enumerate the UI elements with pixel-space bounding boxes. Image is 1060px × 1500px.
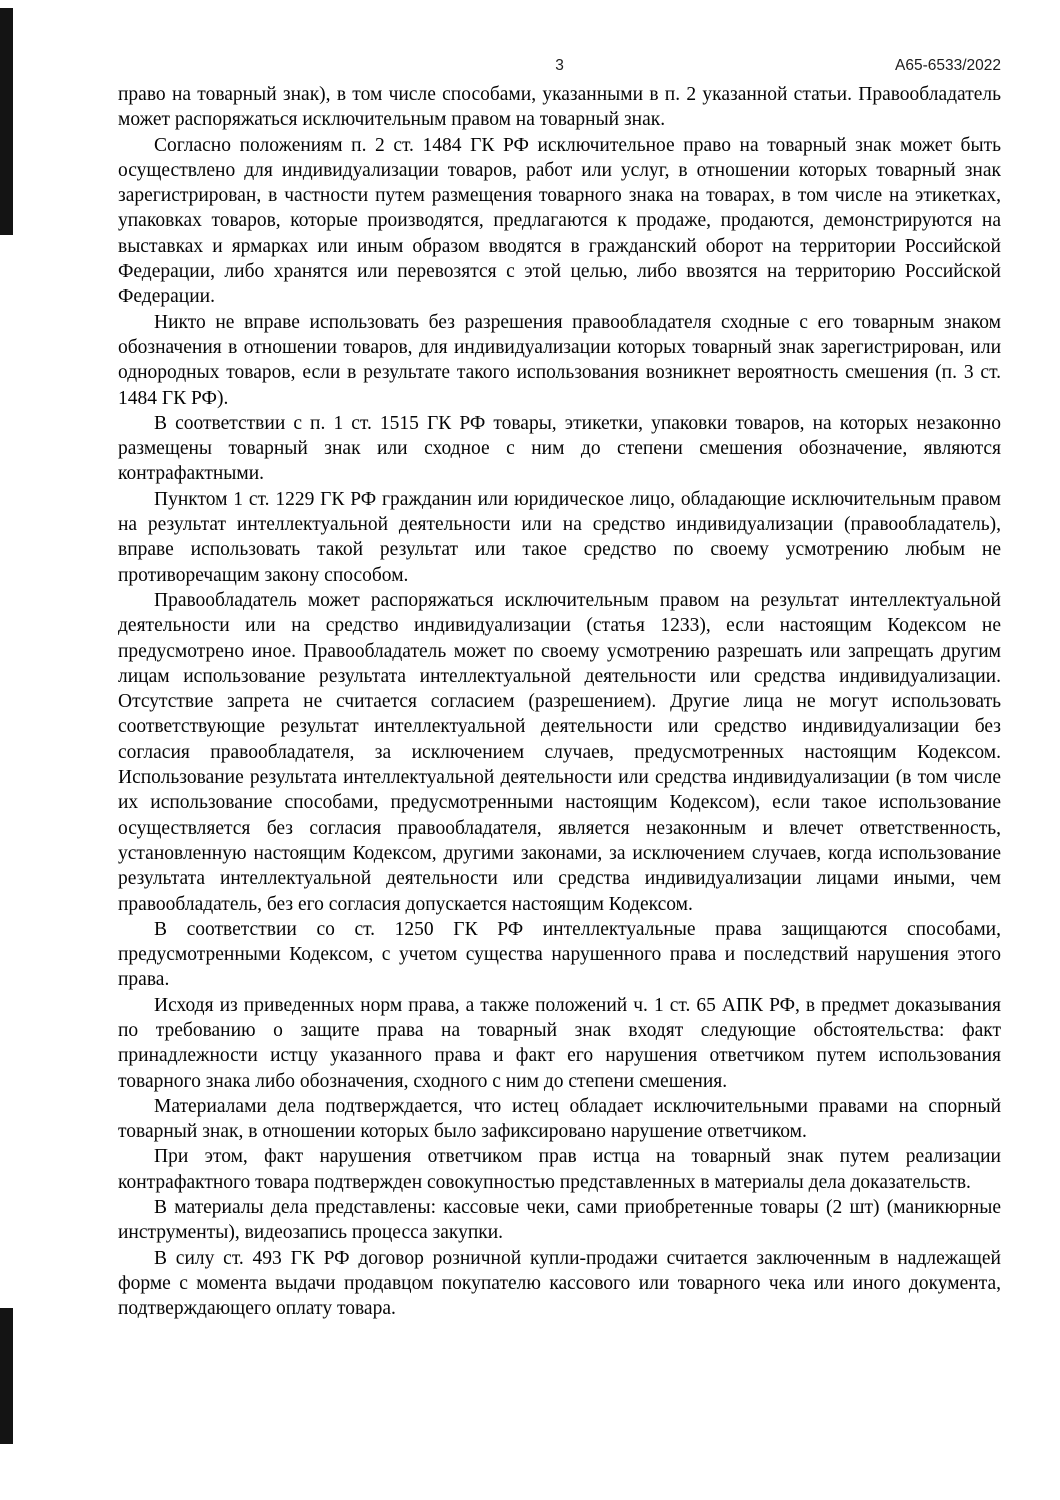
scan-artifact-top xyxy=(0,8,13,235)
paragraph: В соответствии с п. 1 ст. 1515 ГК РФ товары, этикетки, упаковки товаров, на которых незаконно размещены товарный знак или сходное с ним до степени смешения обозначение, являются контрафактными. xyxy=(118,412,1001,485)
page-number: 3 xyxy=(555,57,564,74)
paragraph: Материалами дела подтверждается, что истец обладает исключительными правами на спорный товарный знак, в отношении которых было зафиксировано нарушение ответчиком. xyxy=(118,1095,1001,1143)
document-header xyxy=(118,57,1001,79)
paragraph: В материалы дела представлены: кассовые чеки, сами приобретенные товары (2 шт) (маникюрные инструменты), видеозапись процесса закупки. xyxy=(118,1197,1001,1244)
paragraph: Согласно положениям п. 2 ст. 1484 ГК РФ исключительное право на товарный знак может быть осуществлено для индивидуализации товаров, работ или услуг, в отношении которых товарный знак зарегистрирован, в частности путем размещения товарного знака на товарах, в том числе на этикетках, упаковках товаров, которые производятся, предлагаются к продаже, продаются, демонстрируются на выставках и ярмарках или иным образом вводятся в гражданский оборот на территории Российской Федерации, либо хранятся или перевозятся с этой целью, либо ввозятся на территорию Российской Федерации. xyxy=(118,134,1001,308)
paragraph: В силу ст. 493 ГК РФ договор розничной купли-продажи считается заключенным в надлежащей форме с момента выдачи продавцом покупателю кассового или товарного чека или иного документа, подтверждающего оплату товара. xyxy=(118,1247,1001,1320)
document-body xyxy=(118,82,1001,1322)
paragraph: Исходя из приведенных норм права, а также положений ч. 1 ст. 65 АПК РФ, в предмет доказывания по требованию о защите права на товарный знак входят следующие обстоятельства: факт принадлежности истцу указанного права и факт его нарушения ответчиком путем использования товарного знака либо обозначения, сходного с ним до степени смешения. xyxy=(118,994,1001,1092)
paragraph: Правообладатель может распоряжаться исключительным правом на результат интеллектуальной деятельности или на средство индивидуализации (статья 1233), если настоящим Кодексом не предусмотрено иное. Правообладатель может по своему усмотрению разрешать или запрещать другим лицам использование результата интеллектуальной деятельности или средства индивидуализации. Отсутствие запрета не считается согласием (разрешением). Другие лица не могут использовать соответствующие результат интеллектуальной деятельности или средство индивидуализации без согласия правообладателя, за исключением случаев, предусмотренных настоящим Кодексом. Использование результата интеллектуальной деятельности или средства индивидуализации (в том числе их использование способами, предусмотренными настоящим Кодексом), если такое использование осуществляется без согласия правообладателя, является незаконным и влечет ответственность, установленную настоящим Кодексом, другими законами, за исключением случаев, когда использование результата интеллектуальной деятельности или средства индивидуализации лицами иными, чем правообладатель, без его согласия допускается настоящим Кодексом. xyxy=(118,589,1001,915)
paragraph: При этом, факт нарушения ответчиком прав истца на товарный знак путем реализации контрафактного товара подтвержден совокупностью представленных в материалы дела доказательств. xyxy=(118,1146,1001,1193)
paragraph: право на товарный знак), в том числе способами, указанными в п. 2 указанной статьи. Правообладатель может распоряжаться исключительным правом на товарный знак. xyxy=(118,84,1001,131)
paragraph: В соответствии со ст. 1250 ГК РФ интеллектуальные права защищаются способами, предусмотренными Кодексом, с учетом существа нарушенного права и последствий нарушения этого права. xyxy=(118,918,1001,991)
scan-artifact-bottom xyxy=(0,1308,13,1444)
case-number: А65-6533/2022 xyxy=(894,57,1001,74)
paragraph: Никто не вправе использовать без разрешения правообладателя сходные с его товарным знаком обозначения в отношении товаров, для индивидуализации которых товарный знак зарегистрирован, или однородных товаров, если в результате такого использования возникнет вероятность смешения (п. 3 ст. 1484 ГК РФ). xyxy=(118,311,1001,409)
paragraph: Пунктом 1 ст. 1229 ГК РФ гражданин или юридическое лицо, обладающие исключительным правом на результат интеллектуальной деятельности или на средство индивидуализации (правообладатель), вправе использовать такой результат или такое средство по своему усмотрению любым не противоречащим закону способом. xyxy=(118,488,1001,586)
